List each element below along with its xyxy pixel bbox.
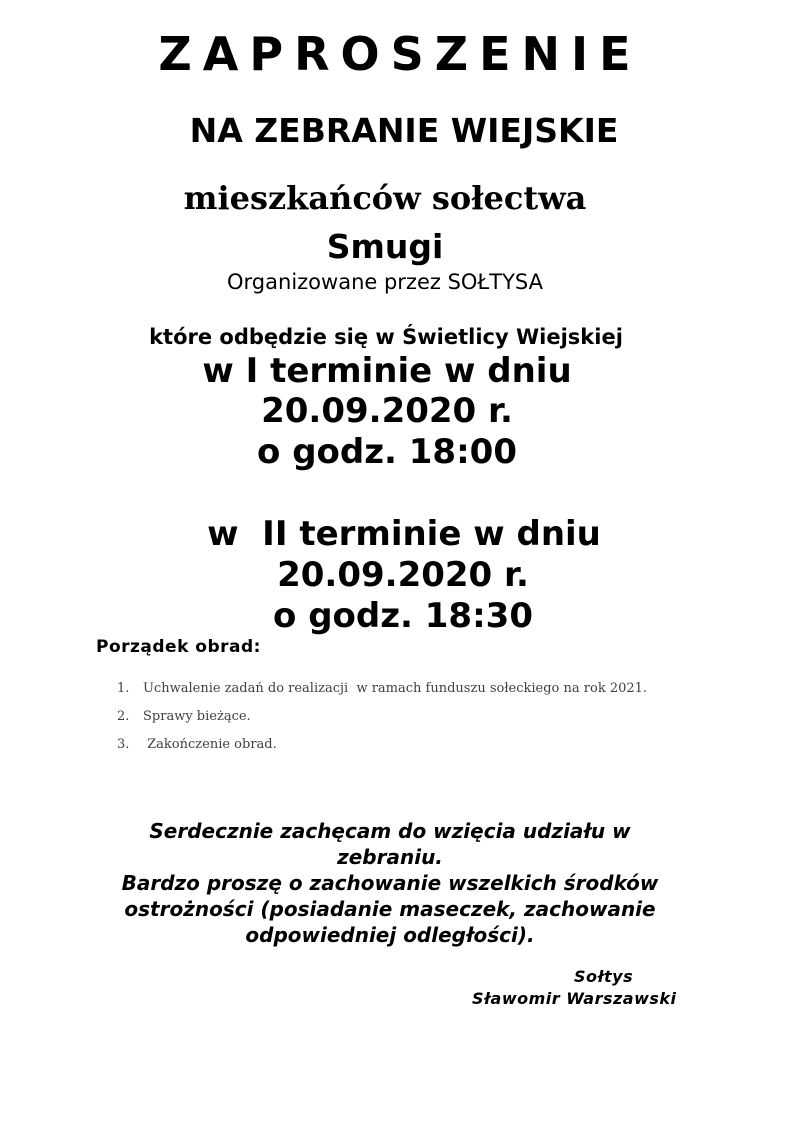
agenda-item-text: Sprawy bieżące. [143,709,251,724]
second-term-label: w II terminie w dniu [207,514,601,554]
agenda-item [117,678,647,706]
closing-line: zebraniu. [337,845,443,869]
closing-line: Serdecznie zachęcam do wzięcia udziału w [149,819,631,843]
agenda-heading: Porządek obrad: [96,637,261,657]
first-term-date: 20.09.2020 r. [261,391,513,431]
meeting-subtitle: NA ZEBRANIE WIEJSKIE [189,111,619,150]
agenda-item [117,706,647,734]
village-name: Smugi [326,227,444,266]
agenda-list [117,678,647,762]
residents-line: mieszkańców sołectwa [183,179,587,217]
closing-line: odpowiedniej odległości). [245,923,535,947]
closing-message [0,818,780,948]
agenda-item-number: 2. [117,709,130,724]
second-term-time: o godz. 18:30 [273,596,533,636]
meeting-place: które odbędzie się w Świetlicy Wiejskiej [149,325,623,349]
first-term-time: o godz. 18:00 [257,432,517,472]
second-term-date: 20.09.2020 r. [277,555,529,595]
organizer-line: Organizowane przez SOŁTYSA [227,270,543,294]
invitation-title: ZAPROSZENIE [158,27,642,81]
agenda-item-text: Uchwalenie zadań do realizacji w ramach funduszu sołeckiego na rok 2021. [143,681,648,696]
signature-role: Sołtys [574,967,634,986]
agenda-item-number: 1. [117,681,130,696]
agenda-item-text: Zakończenie obrad. [143,737,277,752]
signature-name: Sławomir Warszawski [472,989,677,1008]
closing-line: ostrożności (posiadanie maseczek, zachowanie [124,897,656,921]
first-term-label: w I terminie w dniu [202,351,572,391]
agenda-item [117,734,647,762]
closing-line: Bardzo proszę o zachowanie wszelkich środków [121,871,659,895]
agenda-item-number: 3. [117,737,130,752]
